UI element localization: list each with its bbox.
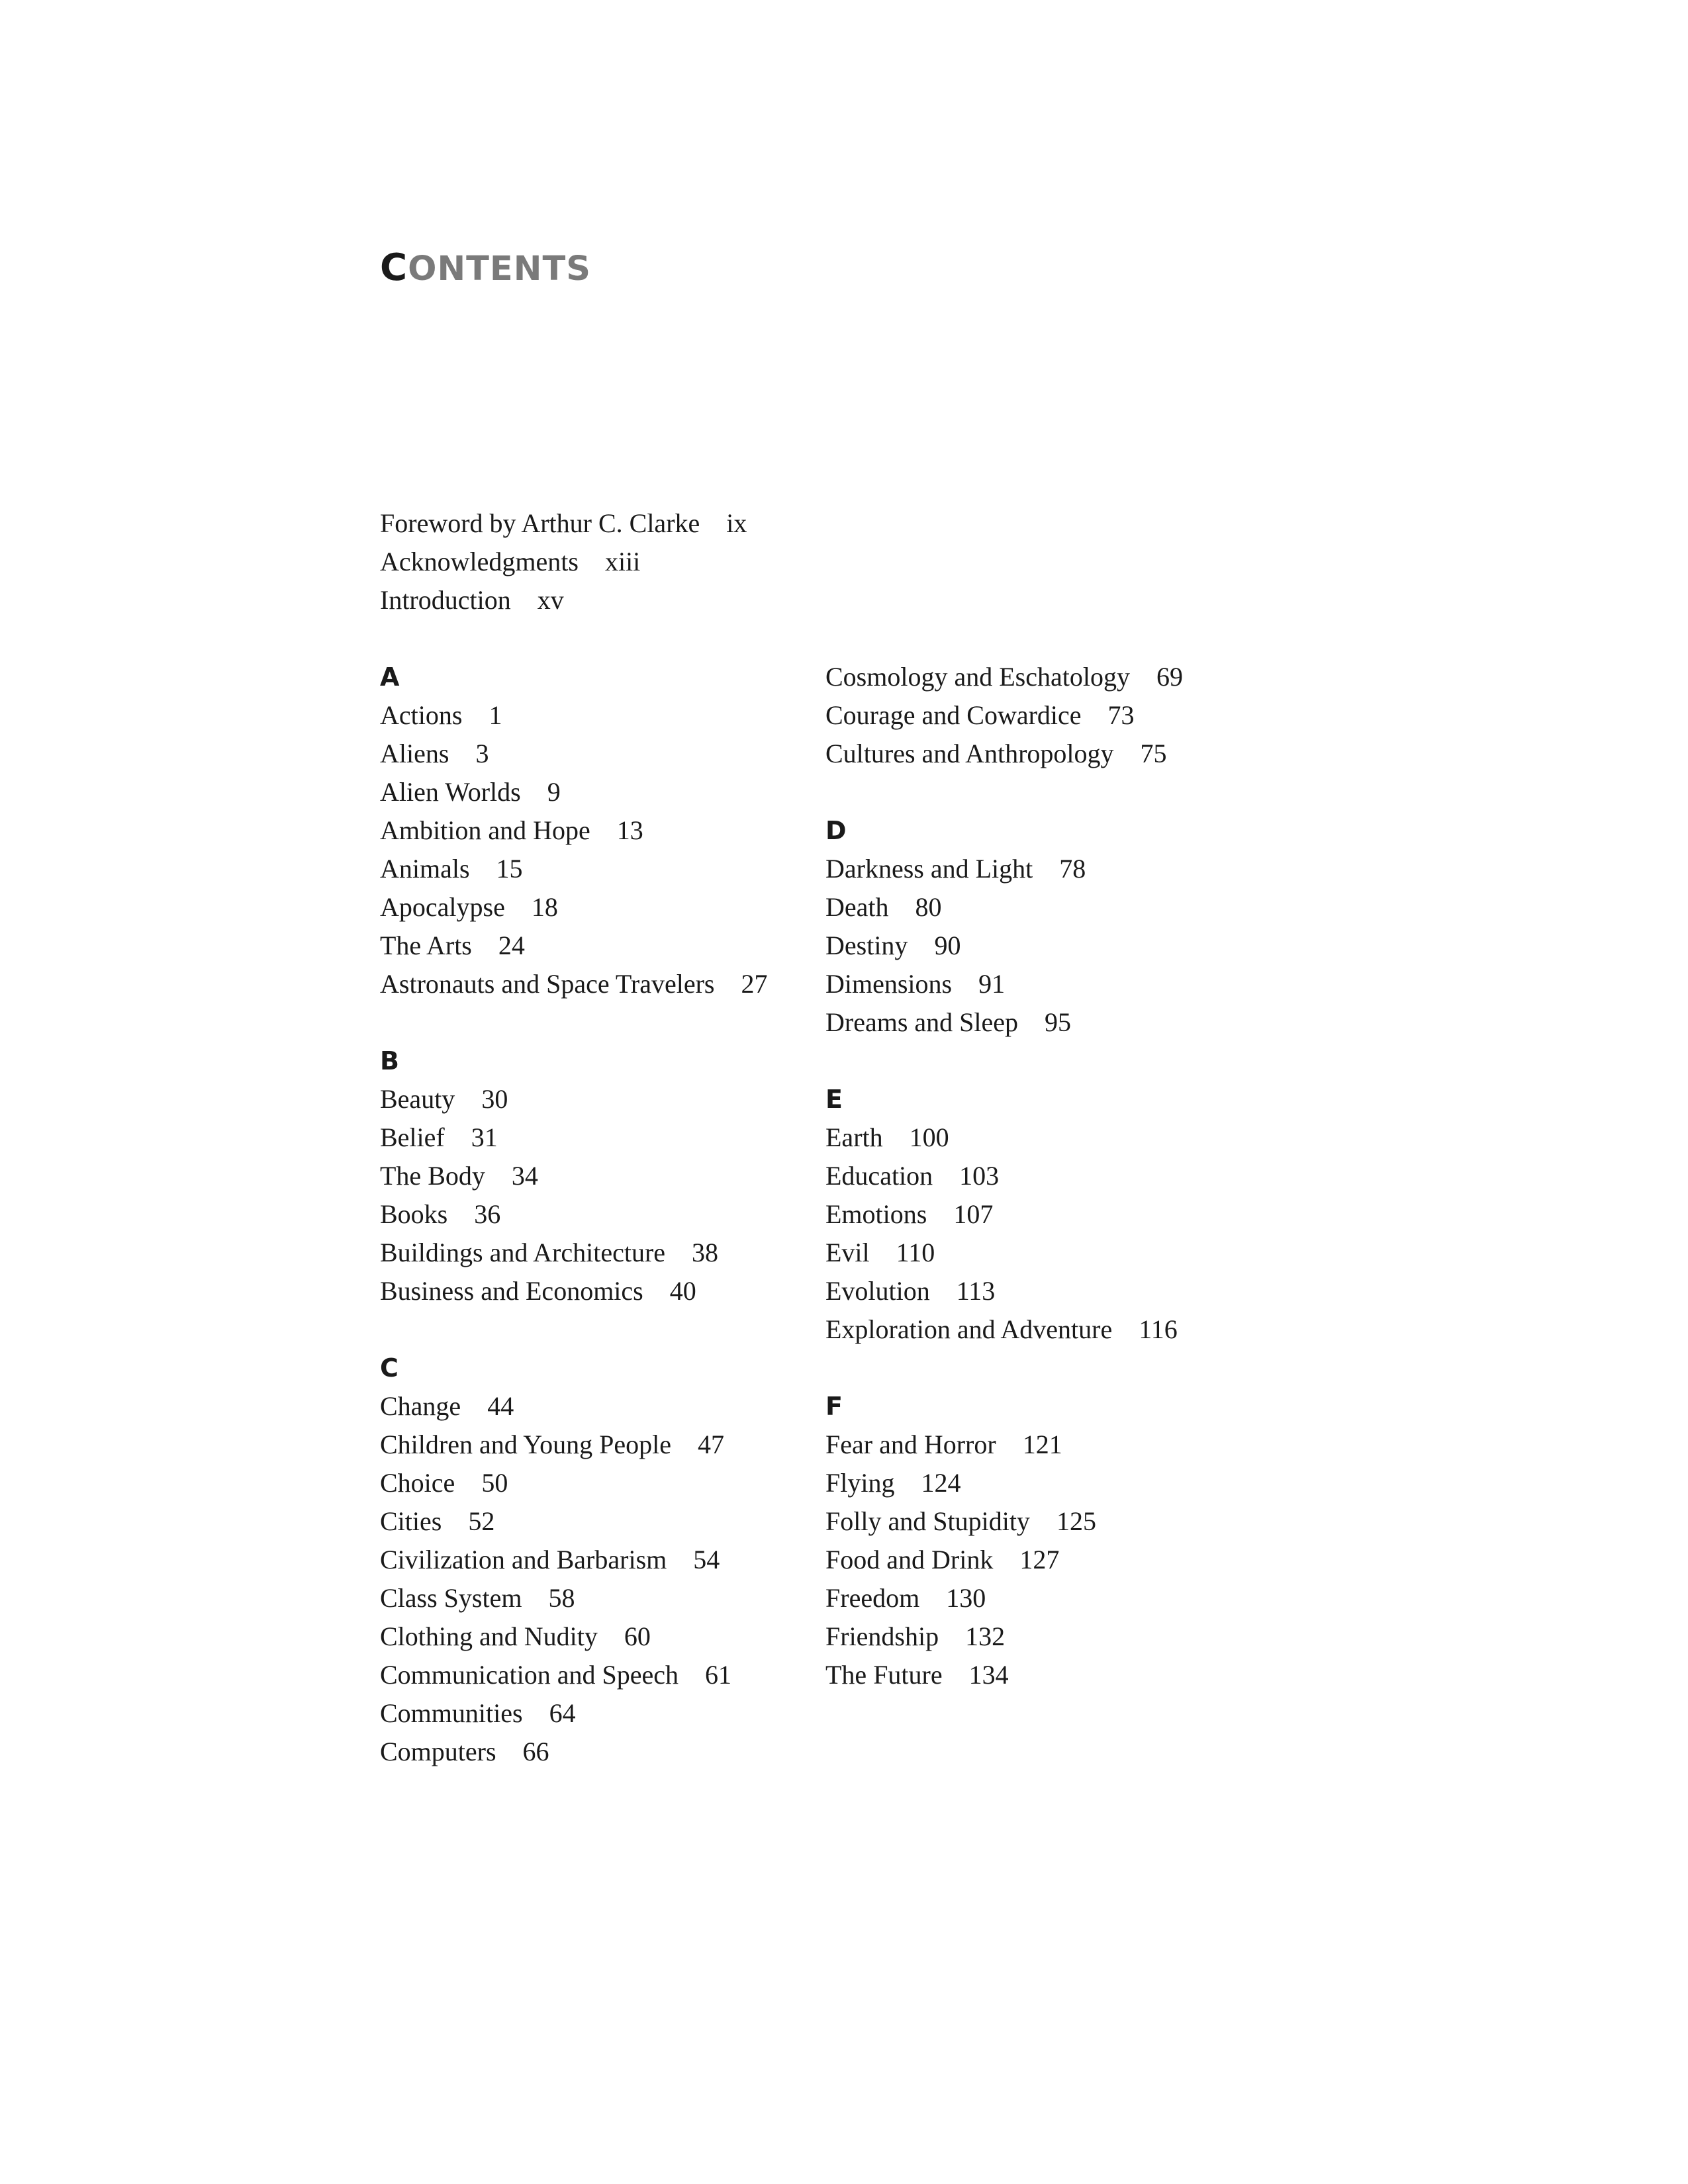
toc-entry-title: Business and Economics (380, 1276, 643, 1306)
toc-entry[interactable] (380, 543, 747, 581)
toc-entry-title: Change (380, 1391, 461, 1421)
toc-entry-title: Astronauts and Space Travelers (380, 969, 715, 999)
toc-entry[interactable] (380, 888, 767, 927)
toc-entry-page-number: xiii (604, 547, 641, 576)
letter-section (825, 1080, 1183, 1349)
toc-entry[interactable] (825, 927, 1183, 965)
toc-entry-title: Alien Worlds (380, 777, 521, 807)
toc-entry[interactable] (380, 1541, 767, 1579)
toc-entry[interactable] (825, 1195, 1183, 1234)
toc-entry-page-number: 66 (522, 1737, 549, 1766)
contents-column-left (380, 658, 767, 1771)
section-letter-heading: C (380, 1353, 399, 1383)
toc-entry-title: Freedom (825, 1583, 920, 1613)
toc-entry[interactable] (825, 965, 1183, 1003)
toc-entry[interactable] (380, 1464, 767, 1502)
toc-entry[interactable] (380, 1502, 767, 1541)
toc-entry-page-number: 54 (693, 1545, 720, 1574)
toc-entry-page-number: 127 (1019, 1545, 1060, 1574)
toc-entry-page-number: 121 (1022, 1430, 1062, 1459)
toc-entry-title: Fear and Horror (825, 1430, 996, 1459)
toc-entry-page-number: 107 (953, 1199, 994, 1229)
toc-entry[interactable] (825, 1579, 1183, 1617)
toc-entry-title: Dreams and Sleep (825, 1007, 1019, 1037)
toc-entry-title: Communication and Speech (380, 1660, 679, 1690)
toc-entry[interactable] (380, 965, 767, 1003)
toc-entry-title: The Body (380, 1161, 485, 1191)
toc-entry-page-number: 13 (616, 815, 643, 845)
toc-entry-title: Beauty (380, 1084, 455, 1114)
toc-entry-title: Clothing and Nudity (380, 1621, 598, 1651)
toc-entry-title: Dimensions (825, 969, 953, 999)
toc-entry-title: Cities (380, 1506, 442, 1536)
toc-entry-page-number: 91 (978, 969, 1006, 999)
page-title (380, 248, 591, 289)
toc-entry-title: Aliens (380, 739, 449, 768)
page-title-initial: C (380, 246, 408, 289)
toc-entry[interactable] (825, 658, 1183, 696)
toc-entry-page-number: 61 (705, 1660, 732, 1690)
toc-entry[interactable] (380, 1579, 767, 1617)
toc-entry-page-number: 134 (968, 1660, 1009, 1690)
toc-entry[interactable] (825, 1272, 1183, 1310)
toc-entry-title: Choice (380, 1468, 455, 1498)
toc-entry-page-number: 9 (547, 777, 561, 807)
toc-entry-title: Exploration and Adventure (825, 1314, 1113, 1344)
toc-entry-title: Communities (380, 1698, 523, 1728)
toc-entry-title: Evil (825, 1238, 870, 1267)
toc-entry-page-number: 24 (498, 931, 525, 960)
toc-entry[interactable] (380, 1195, 767, 1234)
letter-section (380, 658, 767, 1003)
section-letter-heading: B (380, 1046, 399, 1075)
toc-entry-title: Cultures and Anthropology (825, 739, 1114, 768)
toc-entry-page-number: 110 (896, 1238, 935, 1267)
toc-entry[interactable] (825, 1310, 1183, 1349)
toc-entry-title: The Arts (380, 931, 472, 960)
toc-entry[interactable] (825, 1003, 1183, 1042)
toc-entry[interactable] (825, 1617, 1183, 1656)
toc-entry-title: Buildings and Architecture (380, 1238, 666, 1267)
toc-entry-title: Death (825, 892, 889, 922)
toc-entry-page-number: 50 (481, 1468, 508, 1498)
toc-entry-title: Friendship (825, 1621, 939, 1651)
letter-section (825, 658, 1183, 773)
toc-entry-page-number: 38 (692, 1238, 719, 1267)
toc-entry-title: Civilization and Barbarism (380, 1545, 667, 1574)
toc-entry[interactable] (825, 850, 1183, 888)
letter-section (380, 1042, 767, 1310)
toc-entry-title: Children and Young People (380, 1430, 671, 1459)
toc-entry-title: Education (825, 1161, 933, 1191)
toc-entry-title: Earth (825, 1122, 883, 1152)
front-matter-list (380, 504, 747, 619)
toc-entry-page-number: 124 (921, 1468, 961, 1498)
toc-entry-page-number: 113 (956, 1276, 996, 1306)
toc-entry-title: Food and Drink (825, 1545, 994, 1574)
toc-entry-page-number: ix (726, 508, 747, 538)
page-title-rest: ONTENTS (408, 250, 591, 289)
toc-entry[interactable] (825, 696, 1183, 735)
section-letter-heading: A (380, 662, 400, 692)
toc-entry-page-number: 15 (496, 854, 523, 884)
toc-entry[interactable] (380, 1426, 767, 1464)
toc-entry[interactable] (825, 888, 1183, 927)
toc-entry-page-number: 116 (1139, 1314, 1178, 1344)
toc-entry[interactable] (380, 1272, 767, 1310)
toc-entry[interactable] (380, 1234, 767, 1272)
toc-entry-title: Emotions (825, 1199, 927, 1229)
toc-entry-page-number: 3 (475, 739, 489, 768)
toc-entry[interactable] (380, 1694, 767, 1733)
toc-entry-title: Destiny (825, 931, 908, 960)
section-letter-heading: E (825, 1085, 843, 1114)
toc-entry[interactable] (380, 1733, 767, 1771)
toc-entry-page-number: 47 (698, 1430, 724, 1459)
toc-entry-title: Flying (825, 1468, 895, 1498)
toc-entry[interactable] (380, 1157, 767, 1195)
toc-entry-page-number: 18 (531, 892, 558, 922)
toc-entry[interactable] (380, 1387, 767, 1426)
toc-entry-page-number: 130 (946, 1583, 986, 1613)
toc-entry-page-number: 64 (549, 1698, 576, 1728)
toc-entry-title: Apocalypse (380, 892, 505, 922)
toc-entry-title: Foreword by Arthur C. Clarke (380, 508, 700, 538)
toc-entry-title: Books (380, 1199, 448, 1229)
toc-entry-title: The Future (825, 1660, 943, 1690)
toc-entry[interactable] (825, 1426, 1183, 1464)
toc-entry-page-number: 125 (1056, 1506, 1096, 1536)
toc-entry-page-number: 1 (489, 700, 502, 730)
toc-entry-page-number: 103 (959, 1161, 1000, 1191)
toc-entry[interactable] (825, 1541, 1183, 1579)
toc-entry-page-number: 31 (471, 1122, 498, 1152)
toc-entry-page-number: 95 (1045, 1007, 1072, 1037)
toc-entry-title: Cosmology and Eschatology (825, 662, 1130, 692)
toc-entry[interactable] (380, 735, 767, 773)
toc-entry-page-number: 73 (1107, 700, 1135, 730)
toc-entry[interactable] (380, 773, 767, 811)
toc-entry[interactable] (825, 1157, 1183, 1195)
toc-entry-page-number: 78 (1059, 854, 1086, 884)
letter-section (825, 1387, 1183, 1694)
toc-entry[interactable] (825, 1234, 1183, 1272)
toc-entry-title: Acknowledgments (380, 547, 579, 576)
toc-entry[interactable] (825, 1464, 1183, 1502)
section-letter-heading: F (825, 1392, 843, 1421)
toc-entry-page-number: 52 (468, 1506, 495, 1536)
toc-entry-title: Actions (380, 700, 463, 730)
toc-entry-title: Animals (380, 854, 470, 884)
toc-entry[interactable] (380, 696, 767, 735)
section-letter-heading: D (825, 816, 847, 845)
toc-entry-title: Computers (380, 1737, 496, 1766)
toc-entry-title: Class System (380, 1583, 522, 1613)
toc-entry-page-number: 44 (487, 1391, 514, 1421)
toc-entry-page-number: 36 (474, 1199, 501, 1229)
toc-entry-page-number: 90 (934, 931, 961, 960)
toc-entry[interactable] (380, 581, 747, 619)
toc-entry[interactable] (380, 504, 747, 543)
toc-entry-title: Darkness and Light (825, 854, 1033, 884)
toc-entry-title: Ambition and Hope (380, 815, 590, 845)
toc-entry[interactable] (380, 850, 767, 888)
toc-entry-title: Courage and Cowardice (825, 700, 1082, 730)
toc-entry-page-number: 60 (624, 1621, 651, 1651)
toc-entry-page-number: 34 (511, 1161, 538, 1191)
toc-entry[interactable] (380, 1617, 767, 1656)
toc-entry[interactable] (825, 1502, 1183, 1541)
toc-entry-page-number: 132 (965, 1621, 1006, 1651)
toc-entry-page-number: 40 (669, 1276, 696, 1306)
toc-entry-page-number: 69 (1156, 662, 1183, 692)
toc-entry-page-number: 80 (915, 892, 942, 922)
letter-section (380, 1349, 767, 1771)
toc-entry[interactable] (825, 735, 1183, 773)
toc-entry[interactable] (380, 927, 767, 965)
toc-entry[interactable] (825, 1656, 1183, 1694)
toc-entry[interactable] (380, 1080, 767, 1118)
toc-entry-title: Introduction (380, 585, 511, 615)
toc-entry-page-number: 30 (481, 1084, 508, 1114)
toc-entry[interactable] (380, 811, 767, 850)
toc-entry[interactable] (380, 1656, 767, 1694)
toc-entry[interactable] (380, 1118, 767, 1157)
toc-entry-title: Evolution (825, 1276, 930, 1306)
toc-entry-page-number: 100 (909, 1122, 949, 1152)
toc-entry-title: Belief (380, 1122, 445, 1152)
contents-column-right (825, 658, 1183, 1694)
toc-entry-page-number: 27 (741, 969, 768, 999)
toc-entry[interactable] (825, 1118, 1183, 1157)
toc-entry-page-number: 58 (548, 1583, 575, 1613)
toc-entry-page-number: 75 (1140, 739, 1167, 768)
toc-entry-page-number: xv (537, 585, 564, 615)
toc-entry-title: Folly and Stupidity (825, 1506, 1030, 1536)
letter-section (825, 811, 1183, 1042)
